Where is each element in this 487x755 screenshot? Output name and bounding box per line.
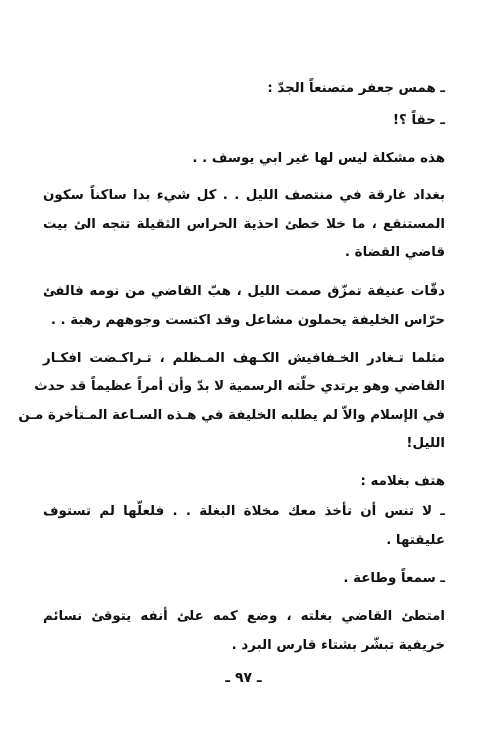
- text-line: دقّات عنيفة تمزّق صمت الليل ، هبّ القاضي من نومه فالفئ: [43, 284, 445, 299]
- text-line: خريفية تبشّر بشتاء قارس البرد .: [231, 638, 445, 653]
- text-line: ـ سمعاً وطاعة .: [343, 571, 445, 586]
- text-line: القاضي وهو يرتدي حلّته الرسمية لا بدّ وأن أمراً عظيماً قد حدث: [34, 379, 445, 394]
- text-line: امتطئ القاضي بغلته ، وضع كمه علئ أنفه يتوقئ نسائم: [43, 609, 445, 624]
- page-number: ـ ٩٧ ـ: [225, 670, 262, 686]
- text-line: في الإسلام والاّ لم يطلبه الخليفة في هـذه السـاعة المـتأخرة مـن: [18, 408, 445, 423]
- text-line: حرّاس الخليفة يحملون مشاعل وقد اكتست وجوههم رهبة . .: [50, 313, 445, 328]
- text-line: بغداد غارقة في منتصف الليل . . كل شيء بدا ساكناً سكون: [43, 188, 445, 203]
- text-line: هذه مشكلة ليس لها غير ابي يوسف . .: [192, 151, 445, 166]
- text-line: عليقتها .: [386, 533, 445, 548]
- text-line: مثلما تـغادر الخـفافيش الكـهف المـظلم ، تـراكـضت افكـار: [43, 351, 445, 366]
- text-line: ـ لا تنس أن تأخذ معك مخلاة البغلة . . فلعلّها لم تستوف: [43, 504, 445, 519]
- text-line: قاضي القضاة .: [344, 245, 445, 260]
- text-line: المستنقع ، ما خلا خطئ احذية الحراس الثقيلة تتجه الئ بيت: [43, 217, 445, 232]
- text-line: ـ همس جعفر متصنعاً الجدّ :: [267, 81, 445, 96]
- text-line: ـ حقاً ؟!: [392, 113, 445, 128]
- text-line: الليل!: [406, 436, 445, 451]
- text-line: هتف بغلامه :: [360, 474, 445, 489]
